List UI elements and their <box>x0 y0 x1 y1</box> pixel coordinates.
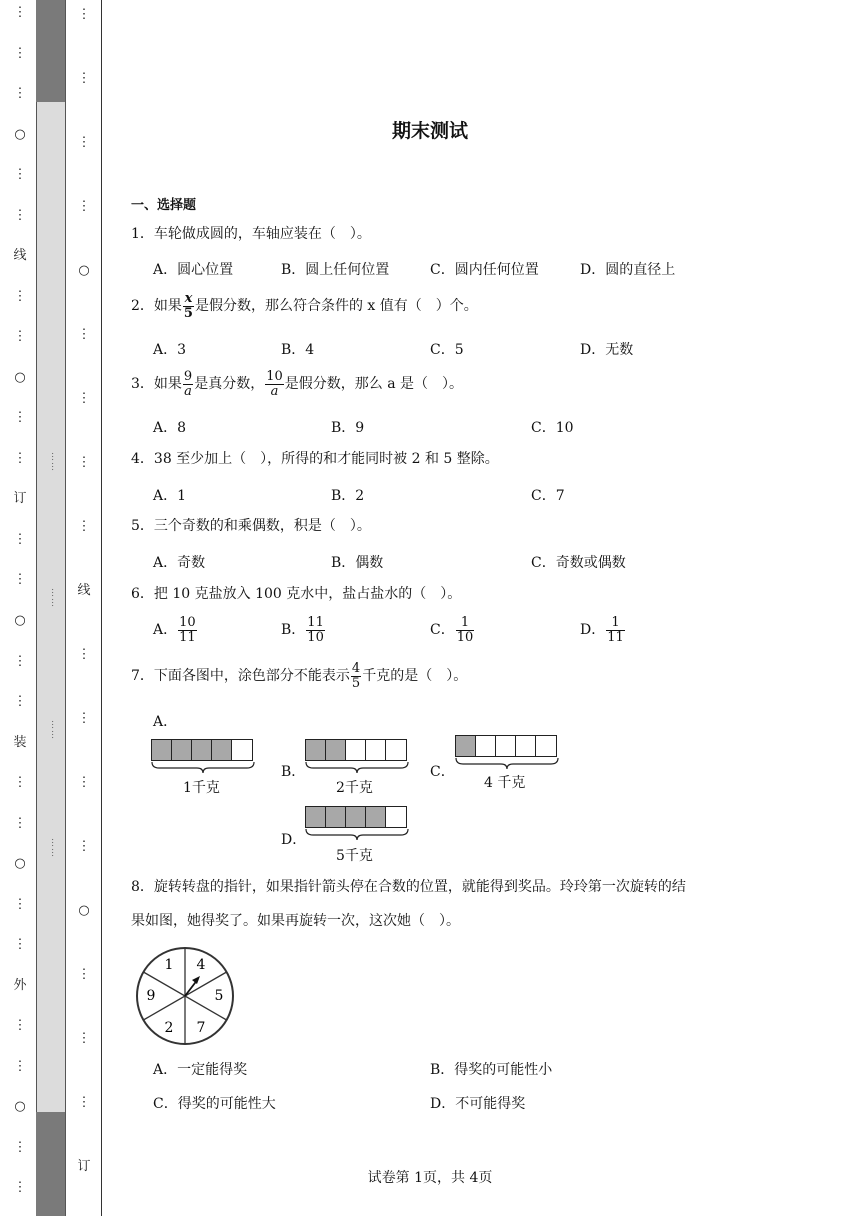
gray-mark: …… <box>49 838 59 858</box>
q7-caption-a: 1千克 <box>183 780 220 796</box>
q7-brace-a <box>151 760 255 774</box>
binding-dots: ⋮ <box>13 653 27 669</box>
binding-label: 装 <box>13 734 27 750</box>
gray-mark: …… <box>49 588 59 608</box>
binding-dots: ⋮ <box>77 135 91 150</box>
binding-dots: ⋮ <box>13 207 27 223</box>
question-6: 6．把 10 克盐放入 100 克水中，盐占盐水的（ ）。 <box>131 586 462 602</box>
binding-circle: ○ <box>14 1099 26 1115</box>
shaded-cell <box>326 807 346 827</box>
binding-dots: ⋮ <box>77 711 91 726</box>
binding-dots: ⋮ <box>77 647 91 662</box>
q3-fraction-1: $\frac{9}{a}$ <box>183 369 193 399</box>
q3-option-a[interactable]: A．8 <box>153 420 187 436</box>
q7-caption-b: 2千克 <box>336 780 373 796</box>
wheel-number: 7 <box>196 1020 206 1036</box>
shaded-cell <box>326 740 346 760</box>
binding-dots: ⋮ <box>13 531 27 547</box>
empty-cell <box>536 736 556 756</box>
q4-option-c[interactable]: C．7 <box>531 488 565 504</box>
binding-dots: ⋮ <box>13 1139 27 1155</box>
q7-option-b-label[interactable]: B． <box>281 764 306 780</box>
page-footer: 试卷第 1页，共 4页 <box>367 1170 493 1186</box>
gray-mark: …… <box>49 452 59 472</box>
question-2 <box>131 292 478 320</box>
binding-dots: ⋮ <box>13 1180 27 1196</box>
wheel-number: 2 <box>164 1020 174 1036</box>
binding-circle: ○ <box>78 263 90 278</box>
wheel-number: 9 <box>146 988 156 1004</box>
binding-dots: ⋮ <box>13 896 27 912</box>
binding-label: 外 <box>13 977 27 993</box>
binding-dots: ⋮ <box>77 199 91 214</box>
binding-dots: ⋮ <box>77 1031 91 1046</box>
question-3: 3．如果 $\frac{9}{a}$ 是真分数， $\frac{10}{a}$ 是假分数，那么 a 是（ ）。 <box>131 369 463 399</box>
empty-cell <box>346 740 366 760</box>
q1-option-b[interactable]: B．圆上任何位置 <box>281 262 390 278</box>
binding-dots: ⋮ <box>77 327 91 342</box>
shaded-cell <box>192 740 212 760</box>
shaded-cell <box>212 740 232 760</box>
binding-dots: ⋮ <box>13 167 27 183</box>
binding-dots: ⋮ <box>13 937 27 953</box>
shaded-cell <box>172 740 192 760</box>
question-1: 1．车轮做成圆的，车轴应装在（ ）。 <box>131 226 371 242</box>
question-8-line-1: 8．旋转转盘的指针，如果指针箭头停在合数的位置，就能得到奖品。玲玲第一次旋转的结 <box>131 879 686 895</box>
binding-dots: ⋮ <box>13 775 27 791</box>
q3-fraction-2: $\frac{10}{a}$ <box>266 369 283 399</box>
empty-cell <box>516 736 536 756</box>
binding-dots: ⋮ <box>13 45 27 61</box>
binding-dots: ⋮ <box>13 329 27 345</box>
binding-label: 线 <box>77 583 91 598</box>
q7-caption-c: 4 千克 <box>484 775 526 791</box>
q5-option-b[interactable]: B．偶数 <box>331 555 384 571</box>
section-heading: 一、选择题 <box>131 198 197 213</box>
binding-dots: ⋮ <box>77 1095 91 1110</box>
binding-dots: ⋮ <box>13 694 27 710</box>
binding-dots: ⋮ <box>13 410 27 426</box>
binding-outer-column <box>6 0 34 1216</box>
binding-dark-block-top <box>36 0 65 102</box>
q2-text-pre: 2．如果 <box>131 298 182 315</box>
shaded-cell <box>346 807 366 827</box>
q2-fraction: $\frac{x}{5}$ <box>183 291 193 321</box>
q2-option-b[interactable]: B．4 <box>281 342 315 358</box>
q4-option-b[interactable]: B．2 <box>331 488 365 504</box>
empty-cell <box>496 736 516 756</box>
q6-option-a[interactable]: A． $\frac{10}{11}$ <box>153 615 196 645</box>
binding-dots: ⋮ <box>77 7 91 22</box>
q7-option-a-label[interactable]: A． <box>153 714 178 730</box>
wheel-number: 5 <box>214 988 224 1004</box>
binding-circle: ○ <box>78 903 90 918</box>
q2-option-d[interactable]: D．无数 <box>580 342 634 358</box>
binding-circle: ○ <box>14 369 26 385</box>
binding-dots: ⋮ <box>13 450 27 466</box>
q7-option-c-label[interactable]: C． <box>430 764 455 780</box>
q2-text-post: 是假分数，那么符合条件的 x 值有（ ）个。 <box>194 298 478 315</box>
binding-dots: ⋮ <box>13 1058 27 1074</box>
spinner-wheel <box>133 944 237 1048</box>
q2-option-a[interactable]: A．3 <box>153 342 187 358</box>
q1-option-a[interactable]: A．圆心位置 <box>153 262 234 278</box>
empty-cell <box>386 807 406 827</box>
binding-dots: ⋮ <box>77 519 91 534</box>
q1-option-d[interactable]: D．圆的直径上 <box>580 262 676 278</box>
wheel-number: 1 <box>164 957 174 973</box>
wheel-number: 4 <box>196 957 206 973</box>
question-5: 5．三个奇数的和乘偶数，积是（ ）。 <box>131 518 371 534</box>
q8-option-a[interactable]: A．一定能得奖 <box>153 1062 248 1078</box>
binding-dots: ⋮ <box>77 455 91 470</box>
empty-cell <box>366 740 386 760</box>
q7-figure-d <box>305 806 407 828</box>
q6-option-c[interactable]: C． $\frac{1}{10}$ <box>430 615 474 645</box>
q6-option-d[interactable]: D． $\frac{1}{11}$ <box>580 615 624 645</box>
question-8-line-2: 果如图，她得奖了。如果再旋转一次，这次她（ ）。 <box>131 913 460 929</box>
binding-dots: ⋮ <box>13 86 27 102</box>
binding-label: 订 <box>13 491 27 507</box>
q7-brace-b <box>305 760 409 774</box>
shaded-cell <box>152 740 172 760</box>
page-title: 期末测试 <box>391 120 468 142</box>
q8-option-c[interactable]: C．得奖的可能性大 <box>153 1096 276 1112</box>
q7-option-d-label[interactable]: D． <box>281 832 307 848</box>
binding-dots: ⋮ <box>13 5 27 20</box>
q7-caption-d: 5千克 <box>336 848 373 864</box>
empty-cell <box>476 736 496 756</box>
binding-dots: ⋮ <box>77 71 91 86</box>
q2-option-c[interactable]: C．5 <box>430 342 464 358</box>
q8-option-d[interactable]: D．不可能得奖 <box>430 1096 526 1112</box>
q7-fraction: $\frac{4}{5}$ <box>351 661 361 691</box>
binding-circle: ○ <box>14 613 26 628</box>
question-4: 4．38 至少加上（ ），所得的和才能同时被 2 和 5 整除。 <box>131 451 499 467</box>
empty-cell <box>232 740 252 760</box>
binding-dots: ⋮ <box>77 967 91 982</box>
q5-option-a[interactable]: A．奇数 <box>153 555 206 571</box>
q8-option-b[interactable]: B．得奖的可能性小 <box>430 1062 553 1078</box>
binding-circle: ○ <box>14 856 26 872</box>
shaded-cell <box>306 807 326 827</box>
binding-dots: ⋮ <box>77 775 91 790</box>
shaded-cell <box>306 740 326 760</box>
binding-dots: ⋮ <box>13 572 27 588</box>
binding-dots: ⋮ <box>13 288 27 304</box>
binding-label: 线 <box>13 248 27 264</box>
q7-brace-c <box>455 756 559 770</box>
q6-option-b[interactable]: B． $\frac{11}{10}$ <box>281 615 324 645</box>
q7-brace-d <box>305 827 409 841</box>
binding-label: 订 <box>77 1159 91 1174</box>
q7-figure-a <box>151 739 253 761</box>
q3-option-b[interactable]: B．9 <box>331 420 365 436</box>
binding-gray-strip <box>36 0 66 1216</box>
binding-dots: ⋮ <box>77 391 91 406</box>
binding-dots: ⋮ <box>13 1018 27 1034</box>
shaded-cell <box>366 807 386 827</box>
binding-dots: ⋮ <box>13 815 27 831</box>
question-7: 7．下面各图中，涂色部分不能表示 $\frac{4}{5}$ 千克的是（ ）。 <box>131 661 468 691</box>
binding-dark-block-bottom <box>36 1112 65 1216</box>
binding-circle: ○ <box>14 126 26 142</box>
q5-option-c[interactable]: C．奇数或偶数 <box>531 555 626 571</box>
shaded-cell <box>456 736 476 756</box>
q7-figure-b <box>305 739 407 761</box>
binding-dots: ⋮ <box>77 839 91 854</box>
q3-option-c[interactable]: C．10 <box>531 420 574 436</box>
q4-option-a[interactable]: A．1 <box>153 488 187 504</box>
q1-option-c[interactable]: C．圆内任何位置 <box>430 262 539 278</box>
gray-mark: …… <box>49 720 59 740</box>
empty-cell <box>386 740 406 760</box>
binding-rule-line <box>101 0 102 1216</box>
q7-figure-c <box>455 735 557 757</box>
